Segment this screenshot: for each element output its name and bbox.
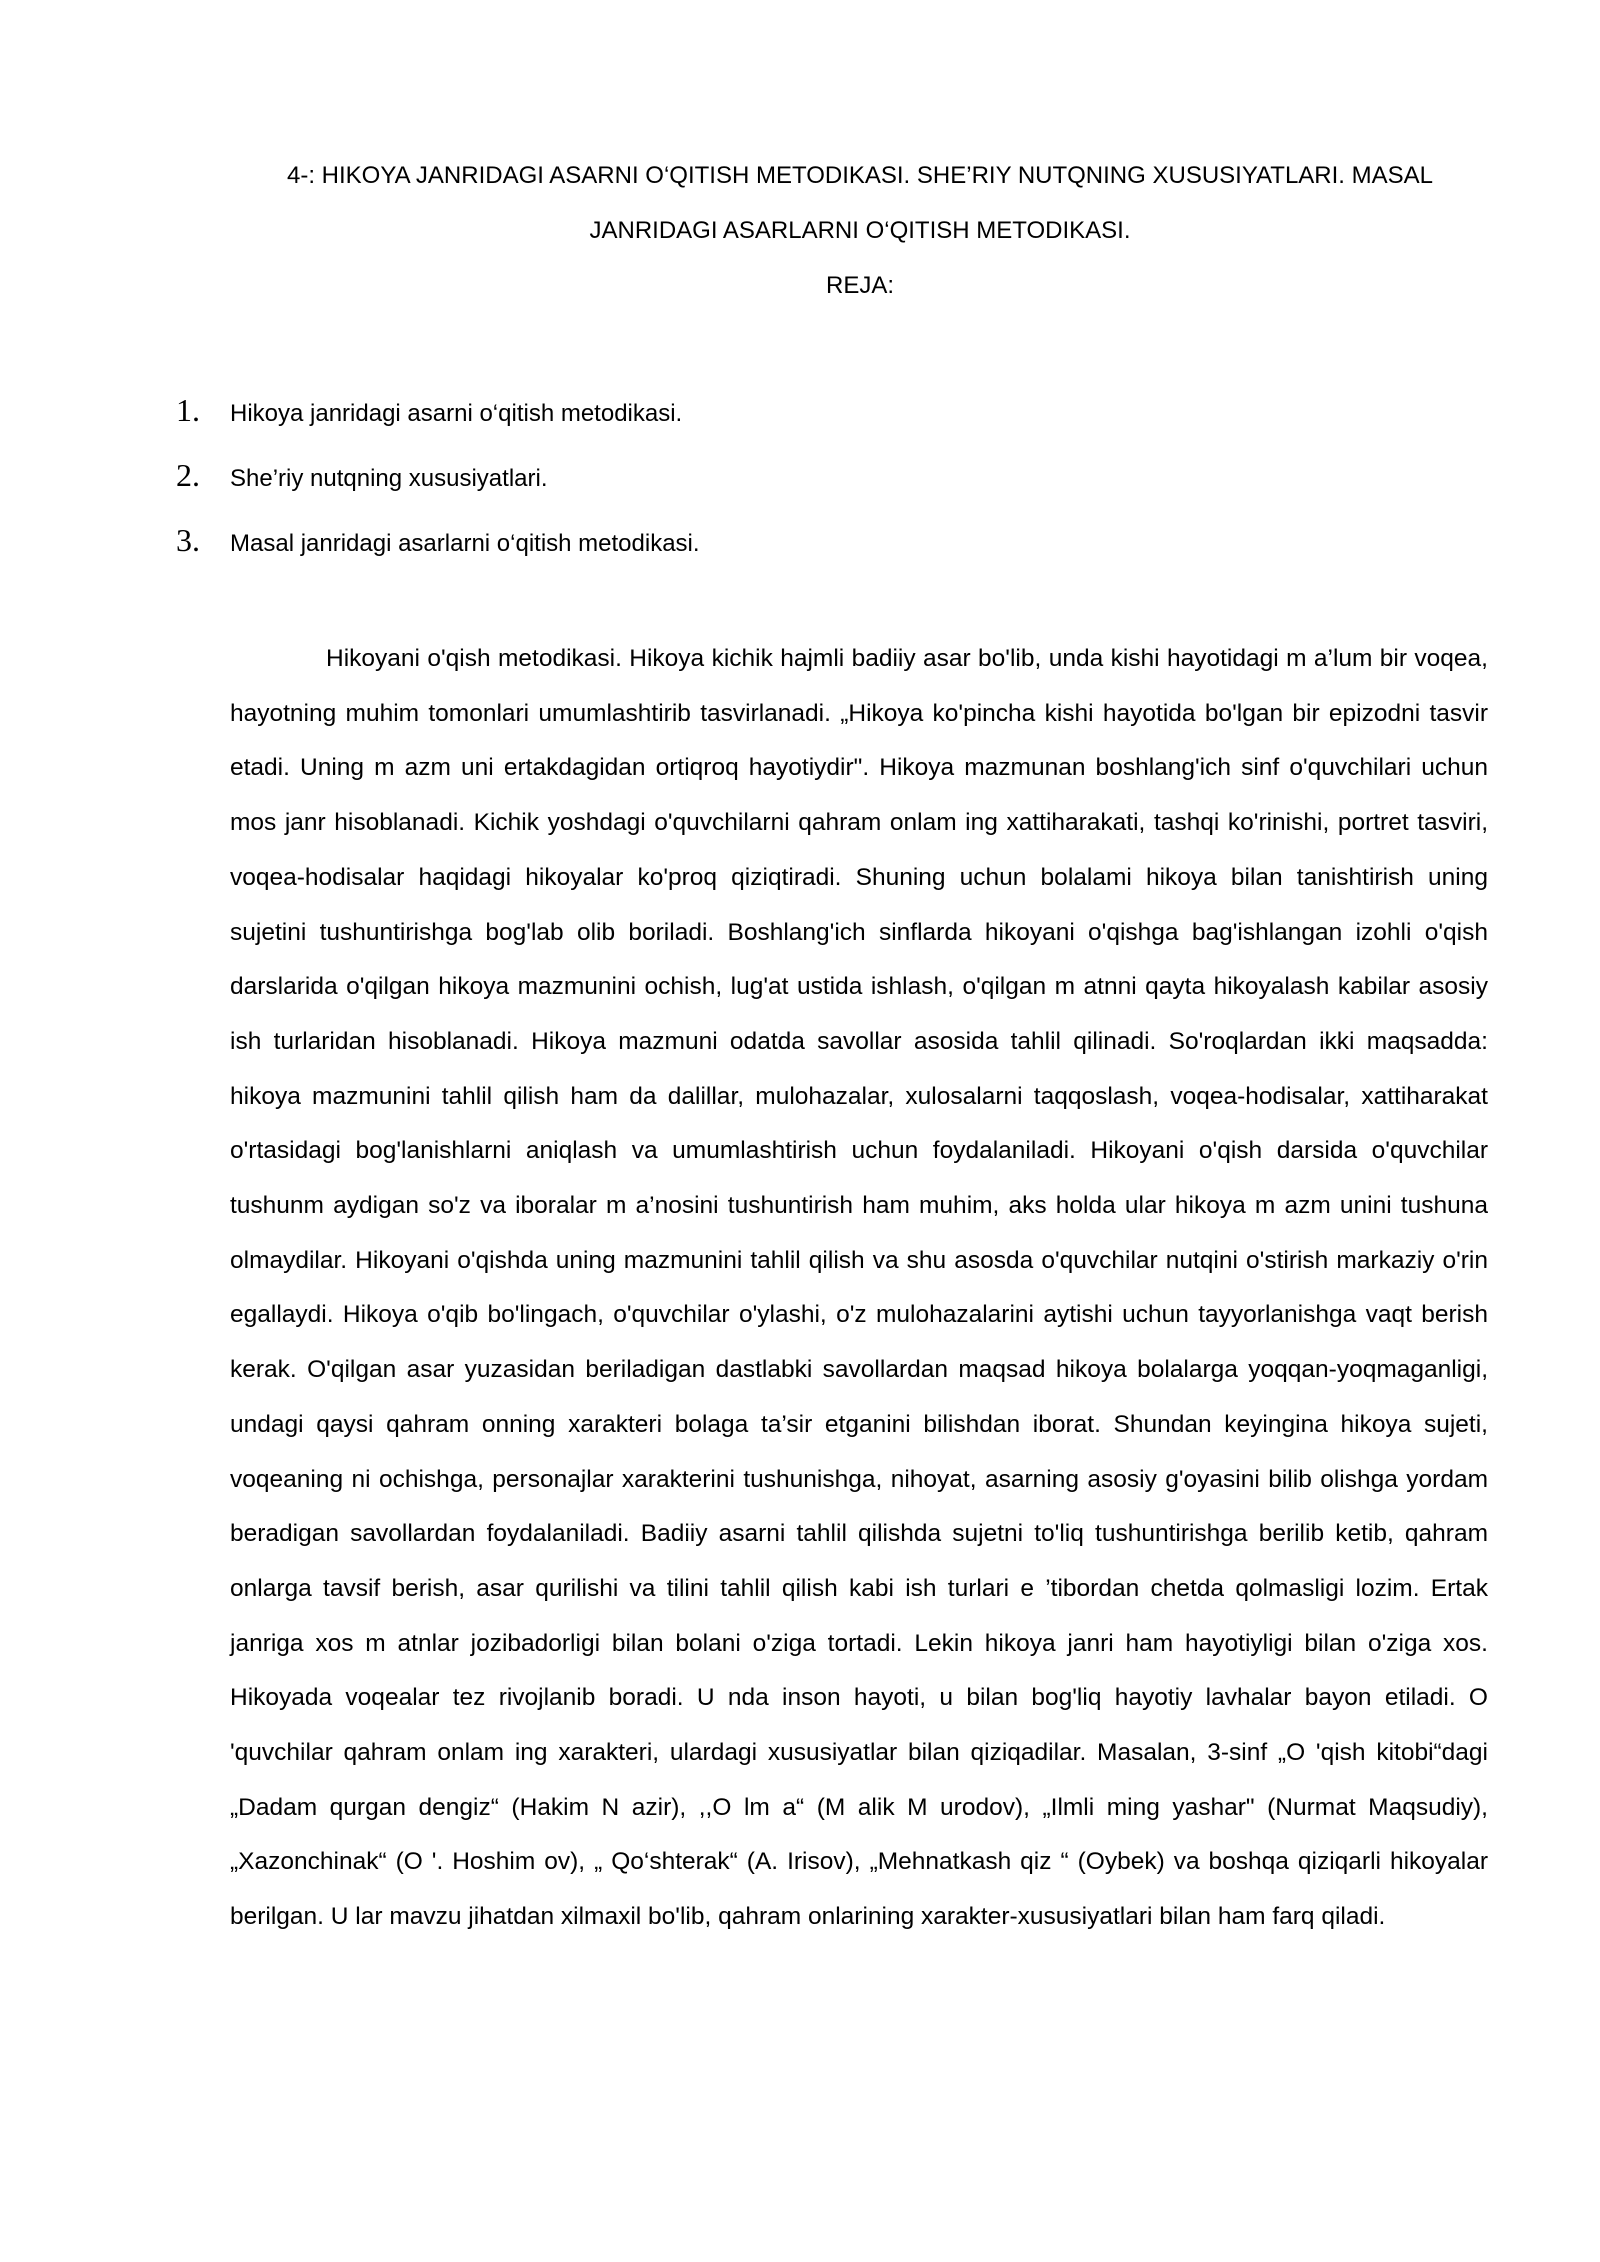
title-line-2: JANRIDAGI ASARLARNI O‘QITISH METODIKASI. xyxy=(589,217,1131,244)
plan-item-text: Hikoya janridagi asarni o‘qitish metodikasi. xyxy=(230,400,683,427)
plan-item xyxy=(176,508,700,573)
plan-item-text: Masal janridagi asarlarni o‘qitish metodikasi. xyxy=(230,530,700,557)
plan-item xyxy=(176,378,700,443)
body-paragraph: Hikoyani o'qish metodikasi. Hikoya kichik hajmli badiiy asar bo'lib, unda kishi hayotidagi m a’lum bir voqea, hayotning muhim tomonlari umumlashtirib tasvirlanadi. „Hikoya ko'pincha kishi hayotida bo'lgan bir epizodni tasvir etadi. Uning m azm uni ertakdagidan ortiqroq hayotiydir". Hikoya mazmunan boshlang'ich sinf o'quvchilari uchun mos janr hisoblanadi. Kichik yoshdagi o'quvchilarni qahram onlam ing xattiharakati, tashqi ko'rinishi, portret tasviri, voqea-hodisalar haqidagi hikoyalar ko'proq qiziqtiradi. Shuning uchun bolalami hikoya bilan tanishtirish uning sujetini tushuntirishga bog'lab olib boriladi. Boshlang'ich sinflarda hikoyani o'qishga bag'ishlangan izohli o'qish darslarida o'qilgan hikoya mazmunini ochish, lug'at ustida ishlash, o'qilgan m atnni qayta hikoyalash kabilar asosiy ish turlaridan hisoblanadi. Hikoya mazmuni odatda savollar asosida tahlil qilinadi. So'roqlardan ikki maqsadda: hikoya mazmunini tahlil qilish ham da dalillar, mulohazalar, xulosalarni taqqoslash, voqea-hodisalar, xattiharakat o'rtasidagi bog'lanishlarni aniqlash va umumlashtirish uchun foydalaniladi. Hikoyani o'qish darsida o'quvchilar tushunm aydigan so'z va iboralar m a’nosini tushuntirish ham muhim, aks holda ular hikoya m azm unini tushuna olmaydilar. Hikoyani o'qishda uning mazmunini tahlil qilish va shu asosda o'quvchilar nutqini o'stirish markaziy o'rin egallaydi. Hikoya o'qib bo'lingach, o'quvchilar o'ylashi, o'z mulohazalarini aytishi uchun tayyorlanishga vaqt berish kerak. O'qilgan asar yuzasidan beriladigan dastlabki savollardan maqsad hikoya bolalarga yoqqan-yoqmaganligi, undagi qaysi qahram onning xarakteri bolaga ta’sir etganini bilishdan iborat. Shundan keyingina hikoya sujeti, voqeaning ni ochishga, personajlar xarakterini tushunishga, nihoyat, asarning asosiy g'oyasini bilib olishga yordam beradigan savollardan foydalaniladi. Badiiy asarni tahlil qilishda sujetni to'liq tushuntirishga berilib ketib, qahram onlarga tavsif berish, asar qurilishi va tilini tahlil qilish kabi ish turlari e ’tibordan chetda qolmasligi lozim. Ertak janriga xos m atnlar jozibadorligi bilan bolani o'ziga tortadi. Lekin hikoya janri ham hayotiyligi bilan o'ziga xos. Hikoyada voqealar tez rivojlanib boradi. U nda inson hayoti, u bilan bog'liq hayotiy lavhalar bayon etiladi. O 'quvchilar qahram onlam ing xarakteri, ulardagi xususiyatlar bilan qiziqadilar. Masalan, 3-sinf „O 'qish kitobi“dagi „Dadam qurgan dengiz“ (Hakim N azir), ,,O lm a“ (M alik M urodov), „Ilmli ming yashar" (Nurmat Maqsudiy), „Xazonchinak“ (O '. Hoshim ov), „ Qo‘shterak“ (A. Irisov), „Mehnatkash qiz “ (Oybek) va boshqa qiziqarli hikoyalar berilgan. U lar mavzu jihatdan xilmaxil bo'lib, qahram onlarining xarakter-xususiyatlari bilan ham farq qiladi. xyxy=(230,645,1488,1931)
plan-item-text: She’riy nutqning xususiyatlari. xyxy=(230,465,548,492)
document-title xyxy=(180,148,1540,313)
plan-item-number: 2. xyxy=(176,457,200,493)
plan-item-number: 3. xyxy=(176,522,200,558)
title-line-1: 4-: HIKOYA JANRIDAGI ASARNI O‘QITISH METODIKASI. SHE’RIY NUTQNING XUSUSIYATLARI. MASAL xyxy=(286,162,1433,189)
plan-list xyxy=(176,378,700,573)
plan-item-number: 1. xyxy=(176,392,200,428)
plan-heading: REJA: xyxy=(825,272,894,299)
plan-item xyxy=(176,443,700,508)
